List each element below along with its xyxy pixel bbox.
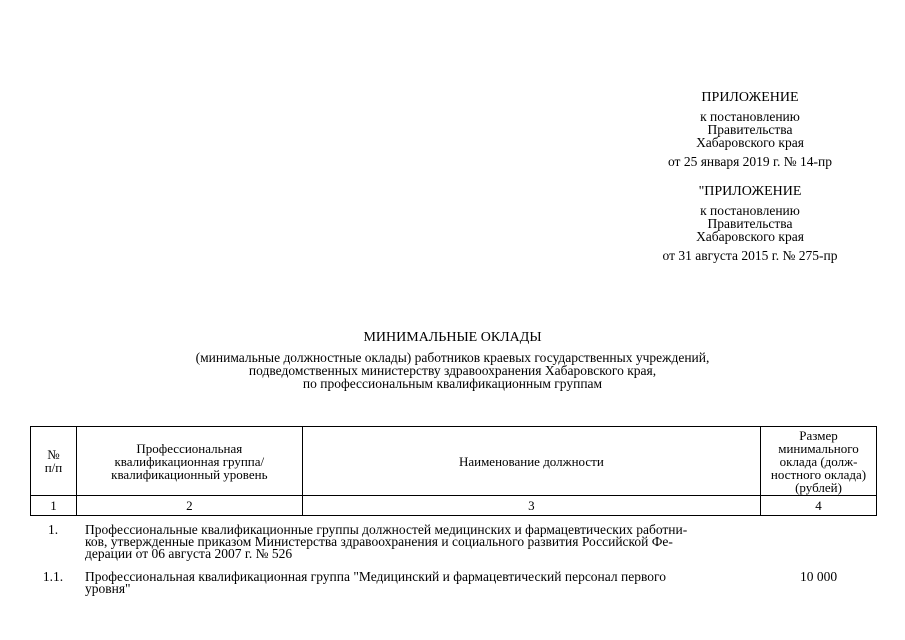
- header-text: минимального: [778, 440, 859, 456]
- column-number: 4: [761, 496, 877, 516]
- appendix-line: к постановлению: [700, 203, 800, 218]
- row-text: [85, 524, 785, 560]
- row-text-line: уровня": [85, 581, 131, 596]
- appendix-date: от 31 августа 2015 г. № 275-пр: [662, 248, 838, 263]
- appendix-original-block: [600, 185, 900, 262]
- header-text: квалификационный уровень: [111, 466, 268, 482]
- header-cell-group: [76, 427, 302, 496]
- header-row: [31, 427, 877, 496]
- header-text: оклада (долж-: [779, 453, 858, 469]
- row-text-line: дерации от 06 августа 2007 г. № 526: [85, 546, 293, 561]
- appendix-line: к постановлению: [700, 109, 800, 124]
- header-text: п/п: [44, 460, 63, 475]
- row-text-line: Профессиональная квалификационная группа "Медицинский и фармацевтический персонал первого: [85, 569, 666, 584]
- subtitle-line: подведомственных министерству здравоохранения Хабаровского края,: [248, 363, 657, 378]
- header-text: Профессиональная: [136, 440, 243, 456]
- row-text-line: ков, утвержденные приказом Министерства здравоохранения и социального развития Российской Фе-: [85, 534, 673, 549]
- appendix-line: Хабаровского края: [696, 229, 804, 244]
- appendix-date: от 25 января 2019 г. № 14-пр: [667, 154, 833, 169]
- header-text: №: [47, 447, 60, 462]
- column-number-row: [31, 496, 877, 516]
- appendix-line: Правительства: [707, 122, 793, 137]
- column-number: 3: [302, 496, 760, 516]
- salary-table-header: [30, 426, 877, 516]
- subtitle-line: (минимальные должностные оклады) работников краевых государственных учреждений,: [195, 350, 710, 365]
- appendix-heading: ПРИЛОЖЕНИЕ: [701, 90, 799, 105]
- header-cell-position: [302, 427, 760, 496]
- document-title: МИНИМАЛЬНЫЕ ОКЛАДЫ: [363, 330, 542, 345]
- document-subtitle: [150, 351, 755, 390]
- header-text: (рублей): [795, 479, 842, 495]
- header-cell-number: [31, 427, 77, 496]
- row-text-line: Профессиональные квалификационные группы должностей медицинских и фармацевтических работни-: [85, 522, 688, 537]
- appendix-line: Правительства: [707, 216, 793, 231]
- row-text: [85, 571, 760, 595]
- row-number: 1.: [47, 522, 59, 537]
- header-text: квалификационная группа/: [114, 453, 265, 469]
- appendix-current-block: [600, 91, 900, 168]
- column-number: 2: [76, 496, 302, 516]
- header-text: Наименование должности: [458, 453, 604, 469]
- header-cell-salary: [761, 427, 877, 496]
- header-text: ностного оклада): [770, 466, 867, 482]
- appendix-line: Хабаровского края: [696, 135, 804, 150]
- appendix-heading: "ПРИЛОЖЕНИЕ: [698, 184, 802, 199]
- subtitle-line: по профессиональным квалификационным группам: [302, 376, 603, 391]
- row-salary: 10 000: [799, 569, 838, 584]
- header-text: Размер: [799, 427, 838, 443]
- column-number: 1: [31, 496, 77, 516]
- row-number: 1.1.: [42, 569, 64, 584]
